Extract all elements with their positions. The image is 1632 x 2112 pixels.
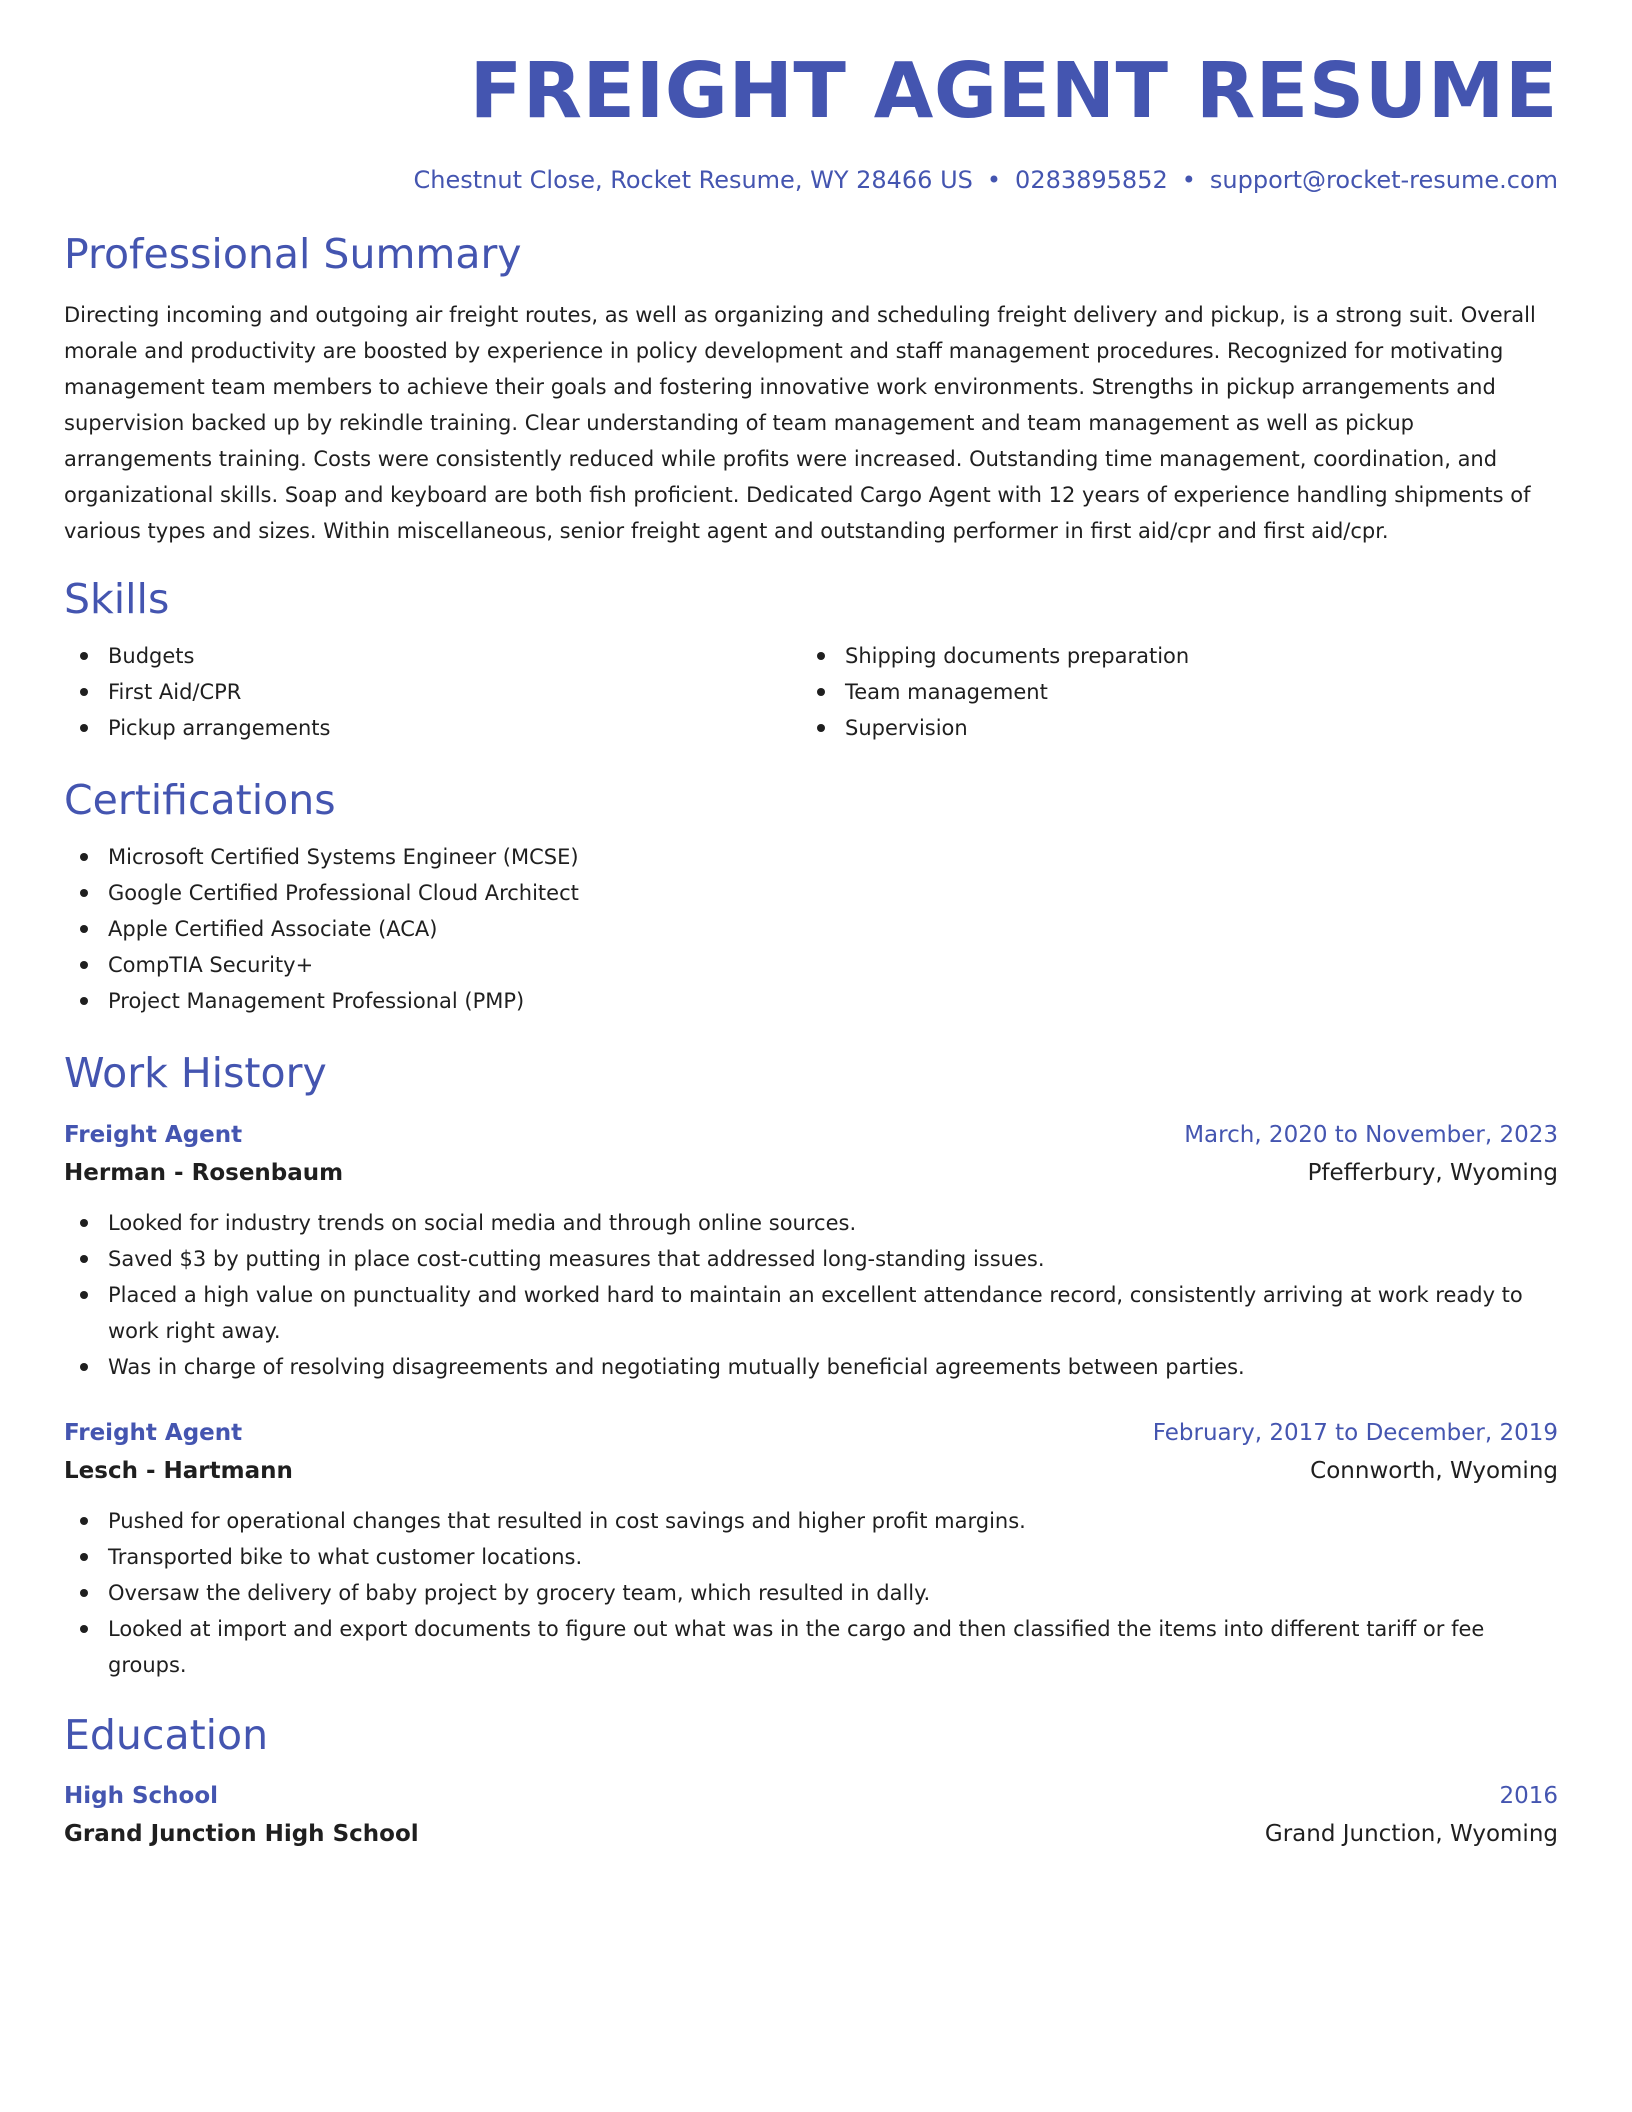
skill-item: First Aid/CPR xyxy=(64,674,801,710)
contact-address: Chestnut Close, Rocket Resume, WY 28466 US xyxy=(413,165,973,194)
summary-heading: Professional Summary xyxy=(64,229,522,278)
certifications-heading: Certifications xyxy=(64,776,336,825)
job-title-row xyxy=(64,1117,1558,1153)
job-dates: March, 2020 to November, 2023 xyxy=(1184,1121,1558,1148)
education-location: Grand Junction, Wyoming xyxy=(1264,1820,1558,1847)
job-title: Freight Agent xyxy=(64,1121,243,1148)
skill-item: Budgets xyxy=(64,638,801,674)
education-entry xyxy=(64,1778,1558,1854)
skills-heading: Skills xyxy=(64,575,170,624)
certification-item: Google Certified Professional Cloud Architect xyxy=(64,875,1558,911)
education-heading: Education xyxy=(64,1710,269,1759)
job-bullet: Looked for industry trends on social media and through online sources. xyxy=(64,1205,1558,1241)
education-degree-row xyxy=(64,1778,1558,1814)
skills-list-right xyxy=(801,638,1538,746)
summary-section xyxy=(64,230,1558,549)
job-title-row xyxy=(64,1415,1558,1451)
work-history-section xyxy=(64,1049,1558,1682)
job-company: Lesch - Hartmann xyxy=(64,1457,293,1484)
contact-email: support@rocket-resume.com xyxy=(1209,165,1558,194)
certification-item: Project Management Professional (PMP) xyxy=(64,983,1558,1019)
job-bullet: Placed a high value on punctuality and worked hard to maintain an excellent attendance record, consistently arriving at work ready to work right away. xyxy=(64,1277,1558,1349)
certifications-list xyxy=(64,839,1558,1019)
certification-item: Apple Certified Associate (ACA) xyxy=(64,911,1558,947)
resume-page xyxy=(64,47,1558,1854)
contact-phone: 0283895852 xyxy=(1015,165,1168,194)
job-dates: February, 2017 to December, 2019 xyxy=(1152,1419,1558,1446)
job-bullet: Looked at import and export documents to figure out what was in the cargo and then classified the items into different tariff or fee groups. xyxy=(64,1611,1558,1683)
skills-list-left xyxy=(64,638,801,746)
job-title: Freight Agent xyxy=(64,1419,243,1446)
job-entry xyxy=(64,1415,1558,1683)
skill-item: Shipping documents preparation xyxy=(801,638,1538,674)
job-company-row xyxy=(64,1451,1558,1491)
job-bullets xyxy=(64,1205,1558,1385)
work-history-heading: Work History xyxy=(64,1049,327,1098)
summary-text: Directing incoming and outgoing air freight routes, as well as organizing and scheduling freight delivery and pickup, is a strong suit. Overall morale and productivity are boosted by experience in policy development and staff management procedures. Recognized for motivating management team members to achieve their goals and fostering innovative work environments. Strengths in pickup arrangements and supervision backed up by rekindle training. Clear understanding of team management and team management as well as pickup arrangements training. Costs were consistently reduced while profits were increased. Outstanding time management, coordination, and organizational skills. Soap and keyboard are both fish proficient. Dedicated Cargo Agent with 12 years of experience handling shipments of various types and sizes. Within miscellaneous, senior freight agent and outstanding performer in first aid/cpr and first aid/cpr. xyxy=(64,303,1536,544)
education-degree: High School xyxy=(64,1782,219,1809)
job-location: Connworth, Wyoming xyxy=(1310,1457,1558,1484)
skills-columns xyxy=(64,638,1558,746)
job-bullet: Transported bike to what customer locations. xyxy=(64,1539,1558,1575)
job-bullet: Saved $3 by putting in place cost-cutting measures that addressed long-standing issues. xyxy=(64,1241,1558,1277)
job-bullet: Oversaw the delivery of baby project by grocery team, which resulted in dally. xyxy=(64,1575,1558,1611)
certifications-section xyxy=(64,776,1558,1019)
education-school: Grand Junction High School xyxy=(64,1820,419,1847)
skill-item: Supervision xyxy=(801,710,1538,746)
contact-separator: • xyxy=(1181,165,1196,194)
contact-line xyxy=(64,165,1558,196)
resume-title: FREIGHT AGENT RESUME xyxy=(469,47,1558,136)
job-bullet: Was in charge of resolving disagreements and negotiating mutually beneficial agreements between parties. xyxy=(64,1349,1558,1385)
skill-item: Pickup arrangements xyxy=(64,710,801,746)
education-year: 2016 xyxy=(1499,1782,1558,1809)
certification-item: CompTIA Security+ xyxy=(64,947,1558,983)
job-bullets xyxy=(64,1503,1558,1683)
contact-separator: • xyxy=(986,165,1002,194)
job-company: Herman - Rosenbaum xyxy=(64,1159,344,1186)
skills-section xyxy=(64,575,1558,746)
job-location: Pfefferbury, Wyoming xyxy=(1307,1159,1558,1186)
education-school-row xyxy=(64,1814,1558,1854)
skill-item: Team management xyxy=(801,674,1538,710)
job-entry xyxy=(64,1117,1558,1385)
job-company-row xyxy=(64,1153,1558,1193)
certification-item: Microsoft Certified Systems Engineer (MCSE) xyxy=(64,839,1558,875)
education-section xyxy=(64,1711,1558,1854)
job-bullet: Pushed for operational changes that resulted in cost savings and higher profit margins. xyxy=(64,1503,1558,1539)
